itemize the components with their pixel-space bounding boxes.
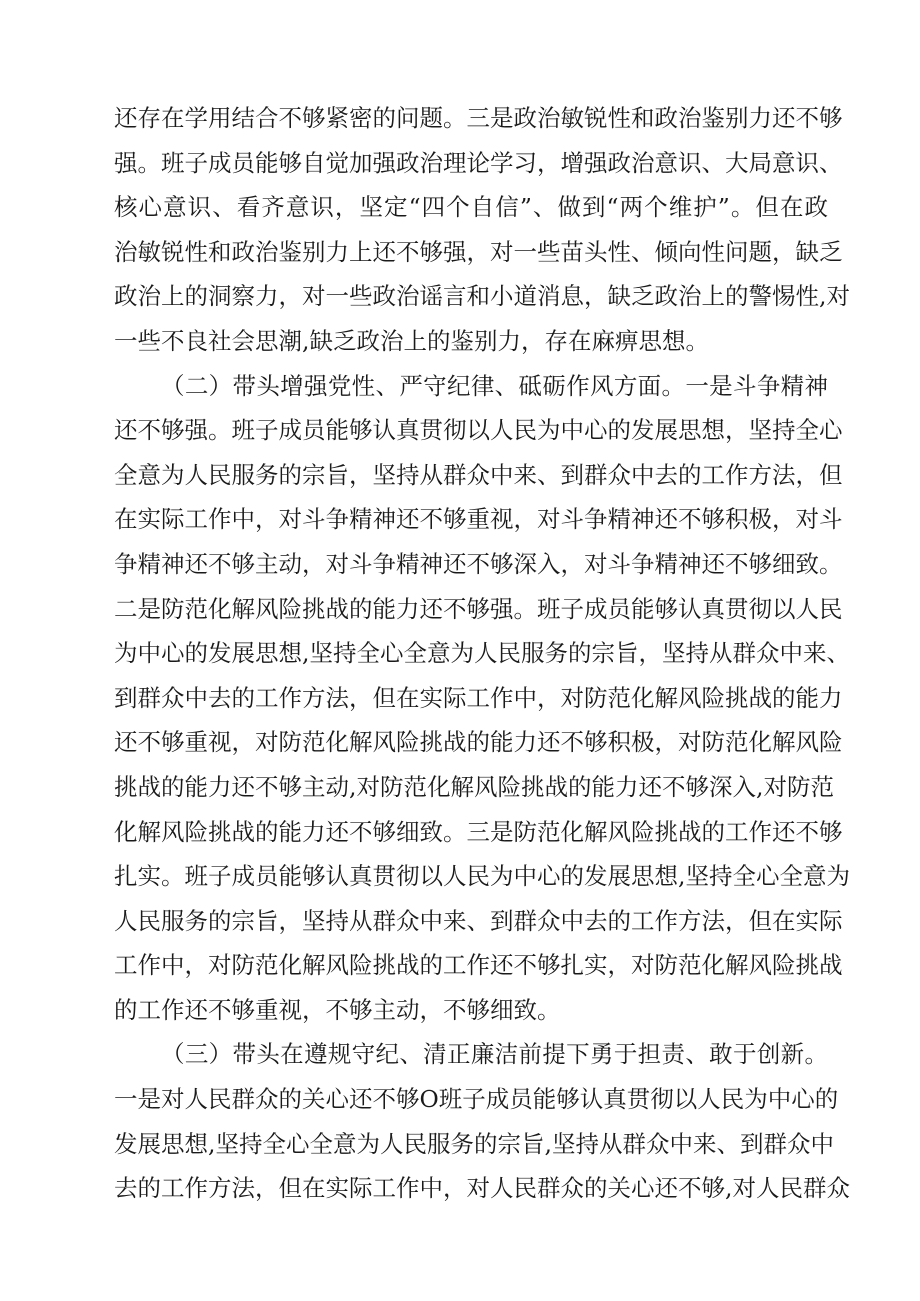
text-line: 扎实。班子成员能够认真贯彻以人民为中心的发展思想,坚持全心全意为: [114, 862, 850, 891]
text-line: 一是对人民群众的关心还不够O班子成员能够认真贯彻以人民为中心的: [114, 1085, 839, 1114]
text-line: 化解风险挑战的能力还不够细致。三是防范化解风险挑战的工作还不够: [114, 817, 843, 846]
text-line: （二）带头增强党性、严守纪律、砥砺作风方面。一是斗争精神: [161, 371, 828, 400]
text-line: 去的工作方法，但在实际工作中，对人民群众的关心还不够,对人民群众: [114, 1174, 850, 1203]
text-line: 工作中，对防范化解风险挑战的工作还不够扎实，对防范化解风险挑战: [114, 951, 843, 980]
text-line: 二是防范化解风险挑战的能力还不够强。班子成员能够认真贯彻以人民: [114, 594, 843, 623]
text-line: 到群众中去的工作方法，但在实际工作中，对防范化解风险挑战的能力: [114, 683, 843, 712]
text-line: 发展思想,坚持全心全意为人民服务的宗旨,坚持从群众中来、到群众中: [114, 1129, 834, 1158]
text-line: 一些不良社会思潮,缺乏政治上的鉴别力，存在麻痹思想。: [114, 326, 709, 355]
text-line: （三）带头在遵规守纪、清正廉洁前提下勇于担责、敢于创新。: [161, 1040, 828, 1069]
text-line: 强。班子成员能够自觉加强政治理论学习，增强政治意识、大局意识、: [114, 148, 843, 177]
text-line: 的工作还不够重视，不够主动，不够细致。: [114, 995, 561, 1024]
text-line: 在实际工作中，对斗争精神还不够重视，对斗争精神还不够积极，对斗: [114, 505, 843, 534]
body-text: [114, 96, 850, 1211]
text-line: 人民服务的宗旨，坚持从群众中来、到群众中去的工作方法，但在实际: [114, 906, 843, 935]
text-line: 还不够重视，对防范化解风险挑战的能力还不够积极，对防范化解风险: [114, 728, 843, 757]
text-line: 为中心的发展思想,坚持全心全意为人民服务的宗旨，坚持从群众中来、: [114, 639, 850, 668]
text-line: 治敏锐性和政治鉴别力上还不够强，对一些苗头性、倾向性问题，缺乏: [114, 237, 843, 266]
text-line: 挑战的能力还不够主动,对防范化解风险挑战的能力还不够深入,对防范: [114, 772, 834, 801]
text-line: 核心意识、看齐意识，坚定“四个自信”、做到“两个维护”。但在政: [114, 193, 828, 222]
text-line: 还不够强。班子成员能够认真贯彻以人民为中心的发展思想，坚持全心: [114, 416, 843, 445]
text-line: 全意为人民服务的宗旨，坚持从群众中来、到群众中去的工作方法，但: [114, 460, 843, 489]
text-line: 还存在学用结合不够紧密的问题。三是政治敏锐性和政治鉴别力还不够: [114, 104, 843, 132]
text-line: 争精神还不够主动，对斗争精神还不够深入，对斗争精神还不够细致。: [114, 549, 843, 578]
text-line: 政治上的洞察力，对一些政治谣言和小道消息，缺乏政治上的警惕性,对: [114, 282, 850, 311]
